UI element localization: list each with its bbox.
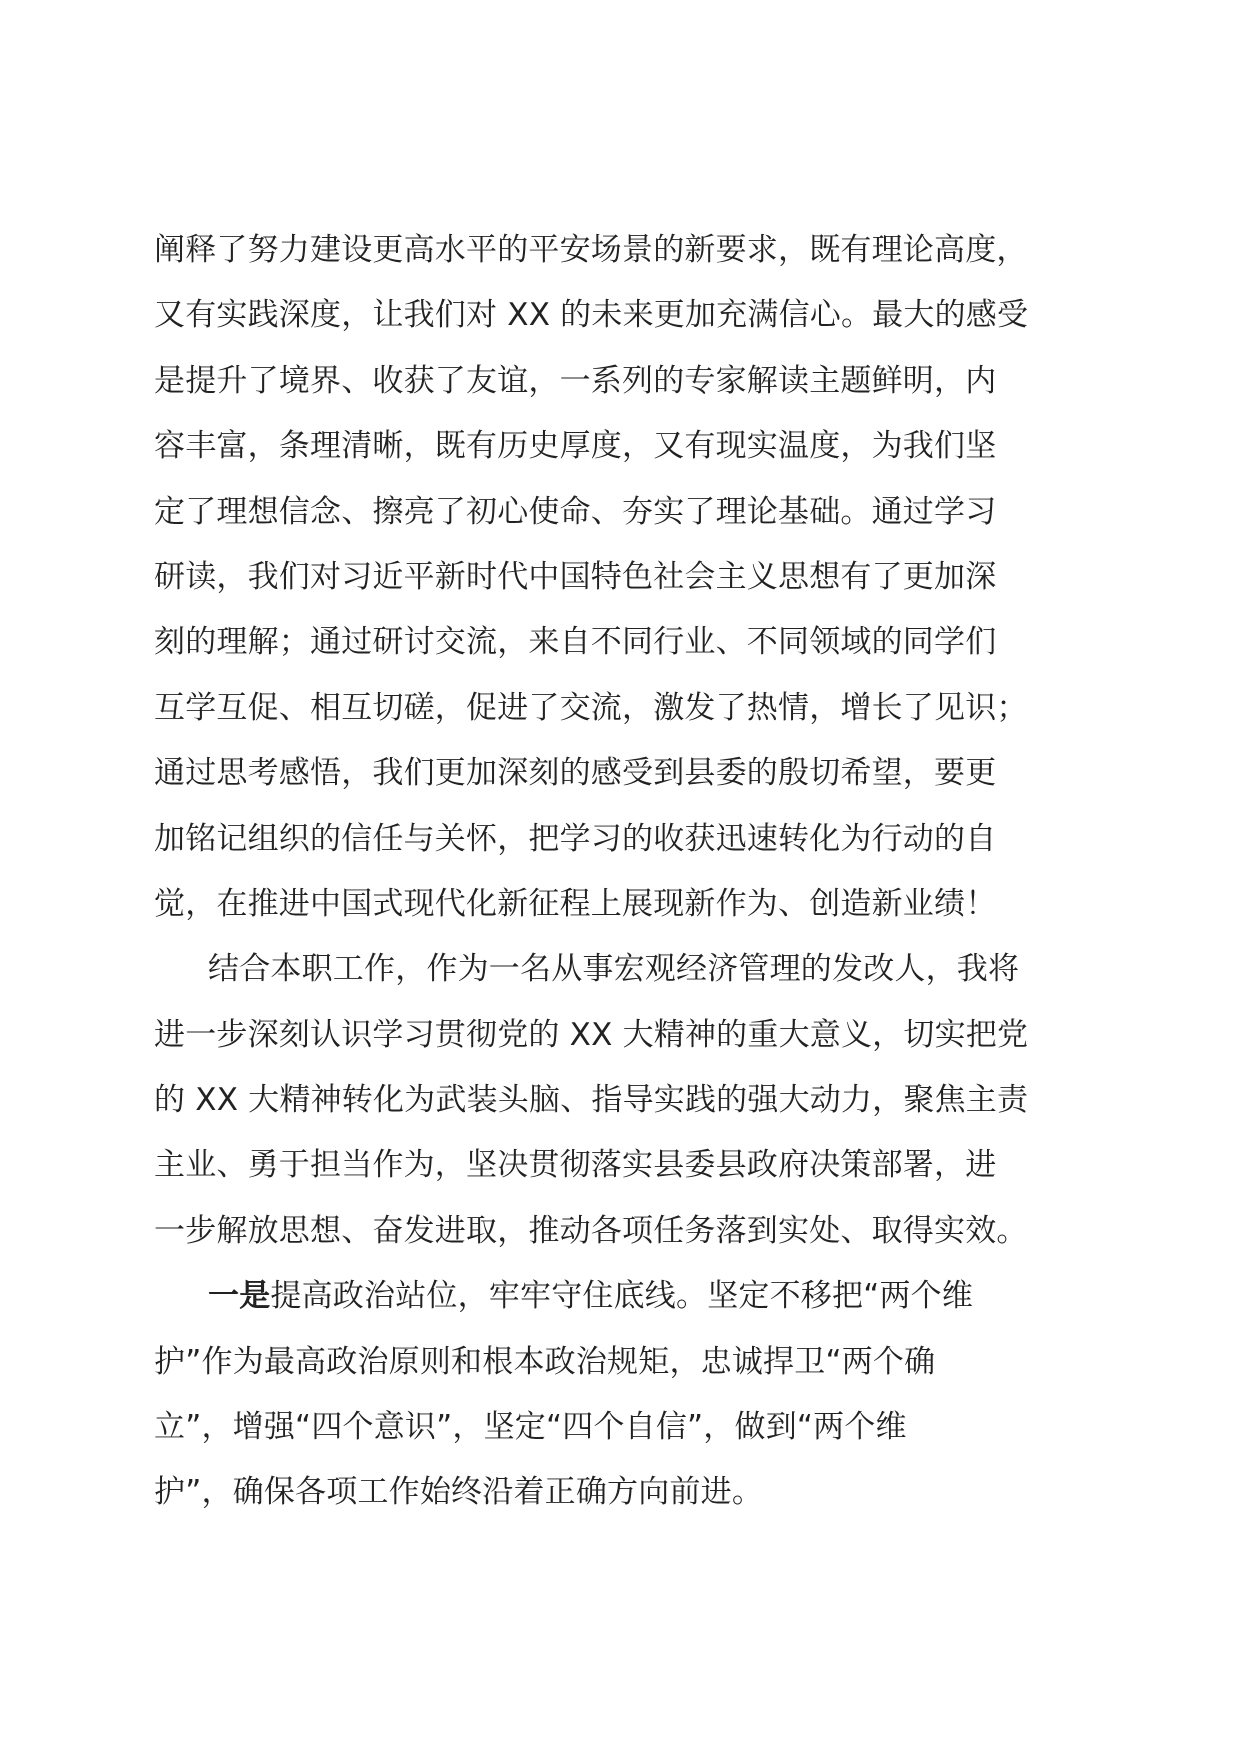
- text-line: 觉，在推进中国式现代化新征程上展现新作为、创造新业绩！: [154, 885, 997, 922]
- text-line: 主业、勇于担当作为，坚决贯彻落实县委县政府决策部署，进: [154, 1147, 997, 1184]
- text-line: 护”作为最高政治原则和根本政治规矩，忠诚捍卫“两个确: [154, 1343, 936, 1380]
- text-line: 阐释了努力建设更高水平的平安场景的新要求，既有理论高度，: [154, 232, 1028, 268]
- text-line: 进一步深刻认识学习贯彻党的 XX 大精神的重大意义，切实把党: [154, 1016, 1029, 1053]
- paragraph-start-line: [154, 1264, 1094, 1329]
- text-line: 研读，我们对习近平新时代中国特色社会主义思想有了更加深: [154, 558, 997, 595]
- text-line: 又有实践深度，让我们对 XX 的未来更加充满信心。最大的感受: [154, 297, 1029, 334]
- text-line: 加铭记组织的信任与关怀，把学习的收获迅速转化为行动的自: [154, 820, 997, 857]
- text-line: 的 XX 大精神转化为武装头脑、指导实践的强大动力，聚焦主责: [154, 1082, 1029, 1119]
- text-line: 容丰富，条理清晰，既有历史厚度，又有现实温度，为我们坚: [154, 428, 997, 465]
- text-line: 立”，增强“四个意识”，坚定“四个自信”，做到“两个维: [154, 1409, 907, 1446]
- text-line: 通过思考感悟，我们更加深刻的感受到县委的殷切希望，要更: [154, 755, 997, 792]
- text-line: 护”，确保各项工作始终沿着正确方向前进。: [154, 1474, 764, 1511]
- text-line: 是提升了境界、收获了友谊，一系列的专家解读主题鲜明，内: [154, 362, 997, 399]
- bold-lead-text: 一是: [208, 1278, 271, 1315]
- text-segment: 提高政治站位，牢牢守住底线。坚定不移把“两个维: [270, 1278, 974, 1315]
- paragraph-start-line: 结合本职工作，作为一名从事宏观经济管理的发改人，我将: [208, 951, 1020, 988]
- text-line: 定了理想信念、擦亮了初心使命、夯实了理论基础。通过学习: [154, 493, 997, 530]
- text-line: 刻的理解；通过研讨交流，来自不同行业、不同领域的同学们: [154, 624, 997, 661]
- document-body: [154, 218, 1094, 1526]
- text-line: 一步解放思想、奋发进取，推动各项任务落到实处、取得实效。: [154, 1212, 1028, 1249]
- text-line: 互学互促、相互切磋，促进了交流，激发了热情，增长了见识；: [154, 689, 1028, 726]
